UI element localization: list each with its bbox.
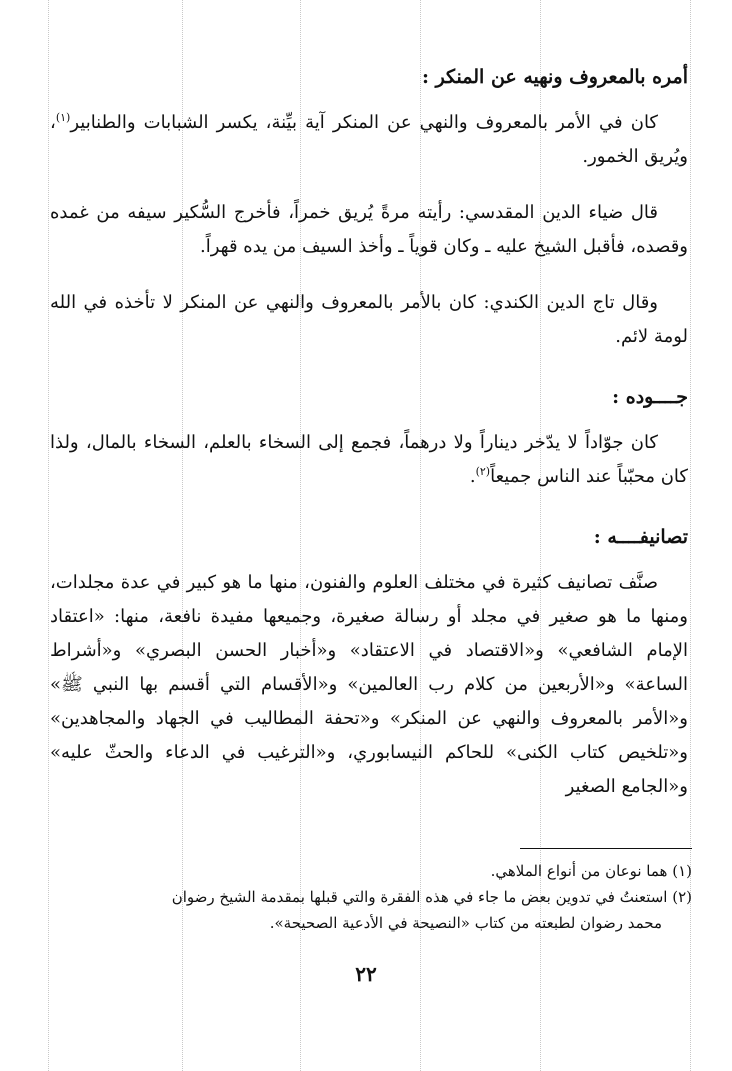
paragraph [50, 106, 688, 174]
footnote-2-continued: محمد رضوان لطبعته من كتاب «النصيحة في الأدعية الصحيحة». [269, 914, 662, 932]
section-heading-enjoining-good: أمره بالمعروف ونهيه عن المنكر : [421, 66, 688, 88]
page-number: ٢٢ [355, 962, 377, 986]
main-text [50, 62, 688, 804]
footnote-ref: (١) [55, 111, 71, 124]
footnote-1: (١) هما نوعان من أنواع الملاهي. [490, 862, 692, 880]
footnote-2: (٢) استعنتُ في تدوين بعض ما جاء في هذه الفقرة والتي قبلها بمقدمة الشيخ رضوان [171, 888, 692, 906]
section-heading-works: تصانيفــــه : [593, 526, 688, 548]
footnote-divider [520, 848, 692, 849]
paragraph: قال ضياء الدين المقدسي: رأيته مرةً يُريق خمراً، فأخرج السُّكير سيفه من غمده وقصده، فأقبل الشيخ عليه ـ وكان قوياً ـ وأخذ السيف من يده قهراً. [50, 202, 688, 257]
paragraph-text: . [469, 466, 476, 487]
paragraph-text: كان جوّاداً لا يدّخر ديناراً ولا درهماً، فجمع إلى السخاء بالعلم، السخاء بالمال، ولذا كان محبّباً عند الناس جميعاً [50, 432, 688, 487]
paragraph: صنَّف تصانيف كثيرة في مختلف العلوم والفنون، منها ما هو كبير في عدة مجلدات، ومنها ما هو صغير في مجلد أو رسالة صغيرة، وجميعها مفيدة نافعة، منها: «اعتقاد الإمام الشافعي» و«الاقتصاد في الاعتقاد» و«أخبار الحسن البصري» و«أشراط الساعة» و«الأربعين من كلام رب العالمين» و«الأقسام التي أقسم بها النبي ﷺ» و«الأمر بالمعروف والنهي عن المنكر» و«تحفة المطاليب في الجهاد والمجاهدين» و«تلخيص كتاب الكنى» للحاكم النيسابوري، و«الترغيب في الدعاء والحثّ عليه» و«الجامع الصغير [50, 572, 688, 797]
paragraph [50, 426, 688, 494]
section-heading-generosity: جــــوده : [612, 386, 688, 408]
footnotes [50, 858, 692, 936]
footnote-ref: (٢) [475, 465, 491, 478]
paragraph: وقال تاج الدين الكندي: كان بالأمر بالمعروف والنهي عن المنكر لا تأخذه في الله لومة لائم. [50, 292, 688, 347]
guide-line [48, 0, 49, 1071]
paragraph-text: ، ويُريق الخمور. [50, 112, 688, 167]
paragraph-text: كان في الأمر بالمعروف والنهي عن المنكر آية بيِّنة، يكسر الشبابات والطنابير [70, 112, 658, 133]
